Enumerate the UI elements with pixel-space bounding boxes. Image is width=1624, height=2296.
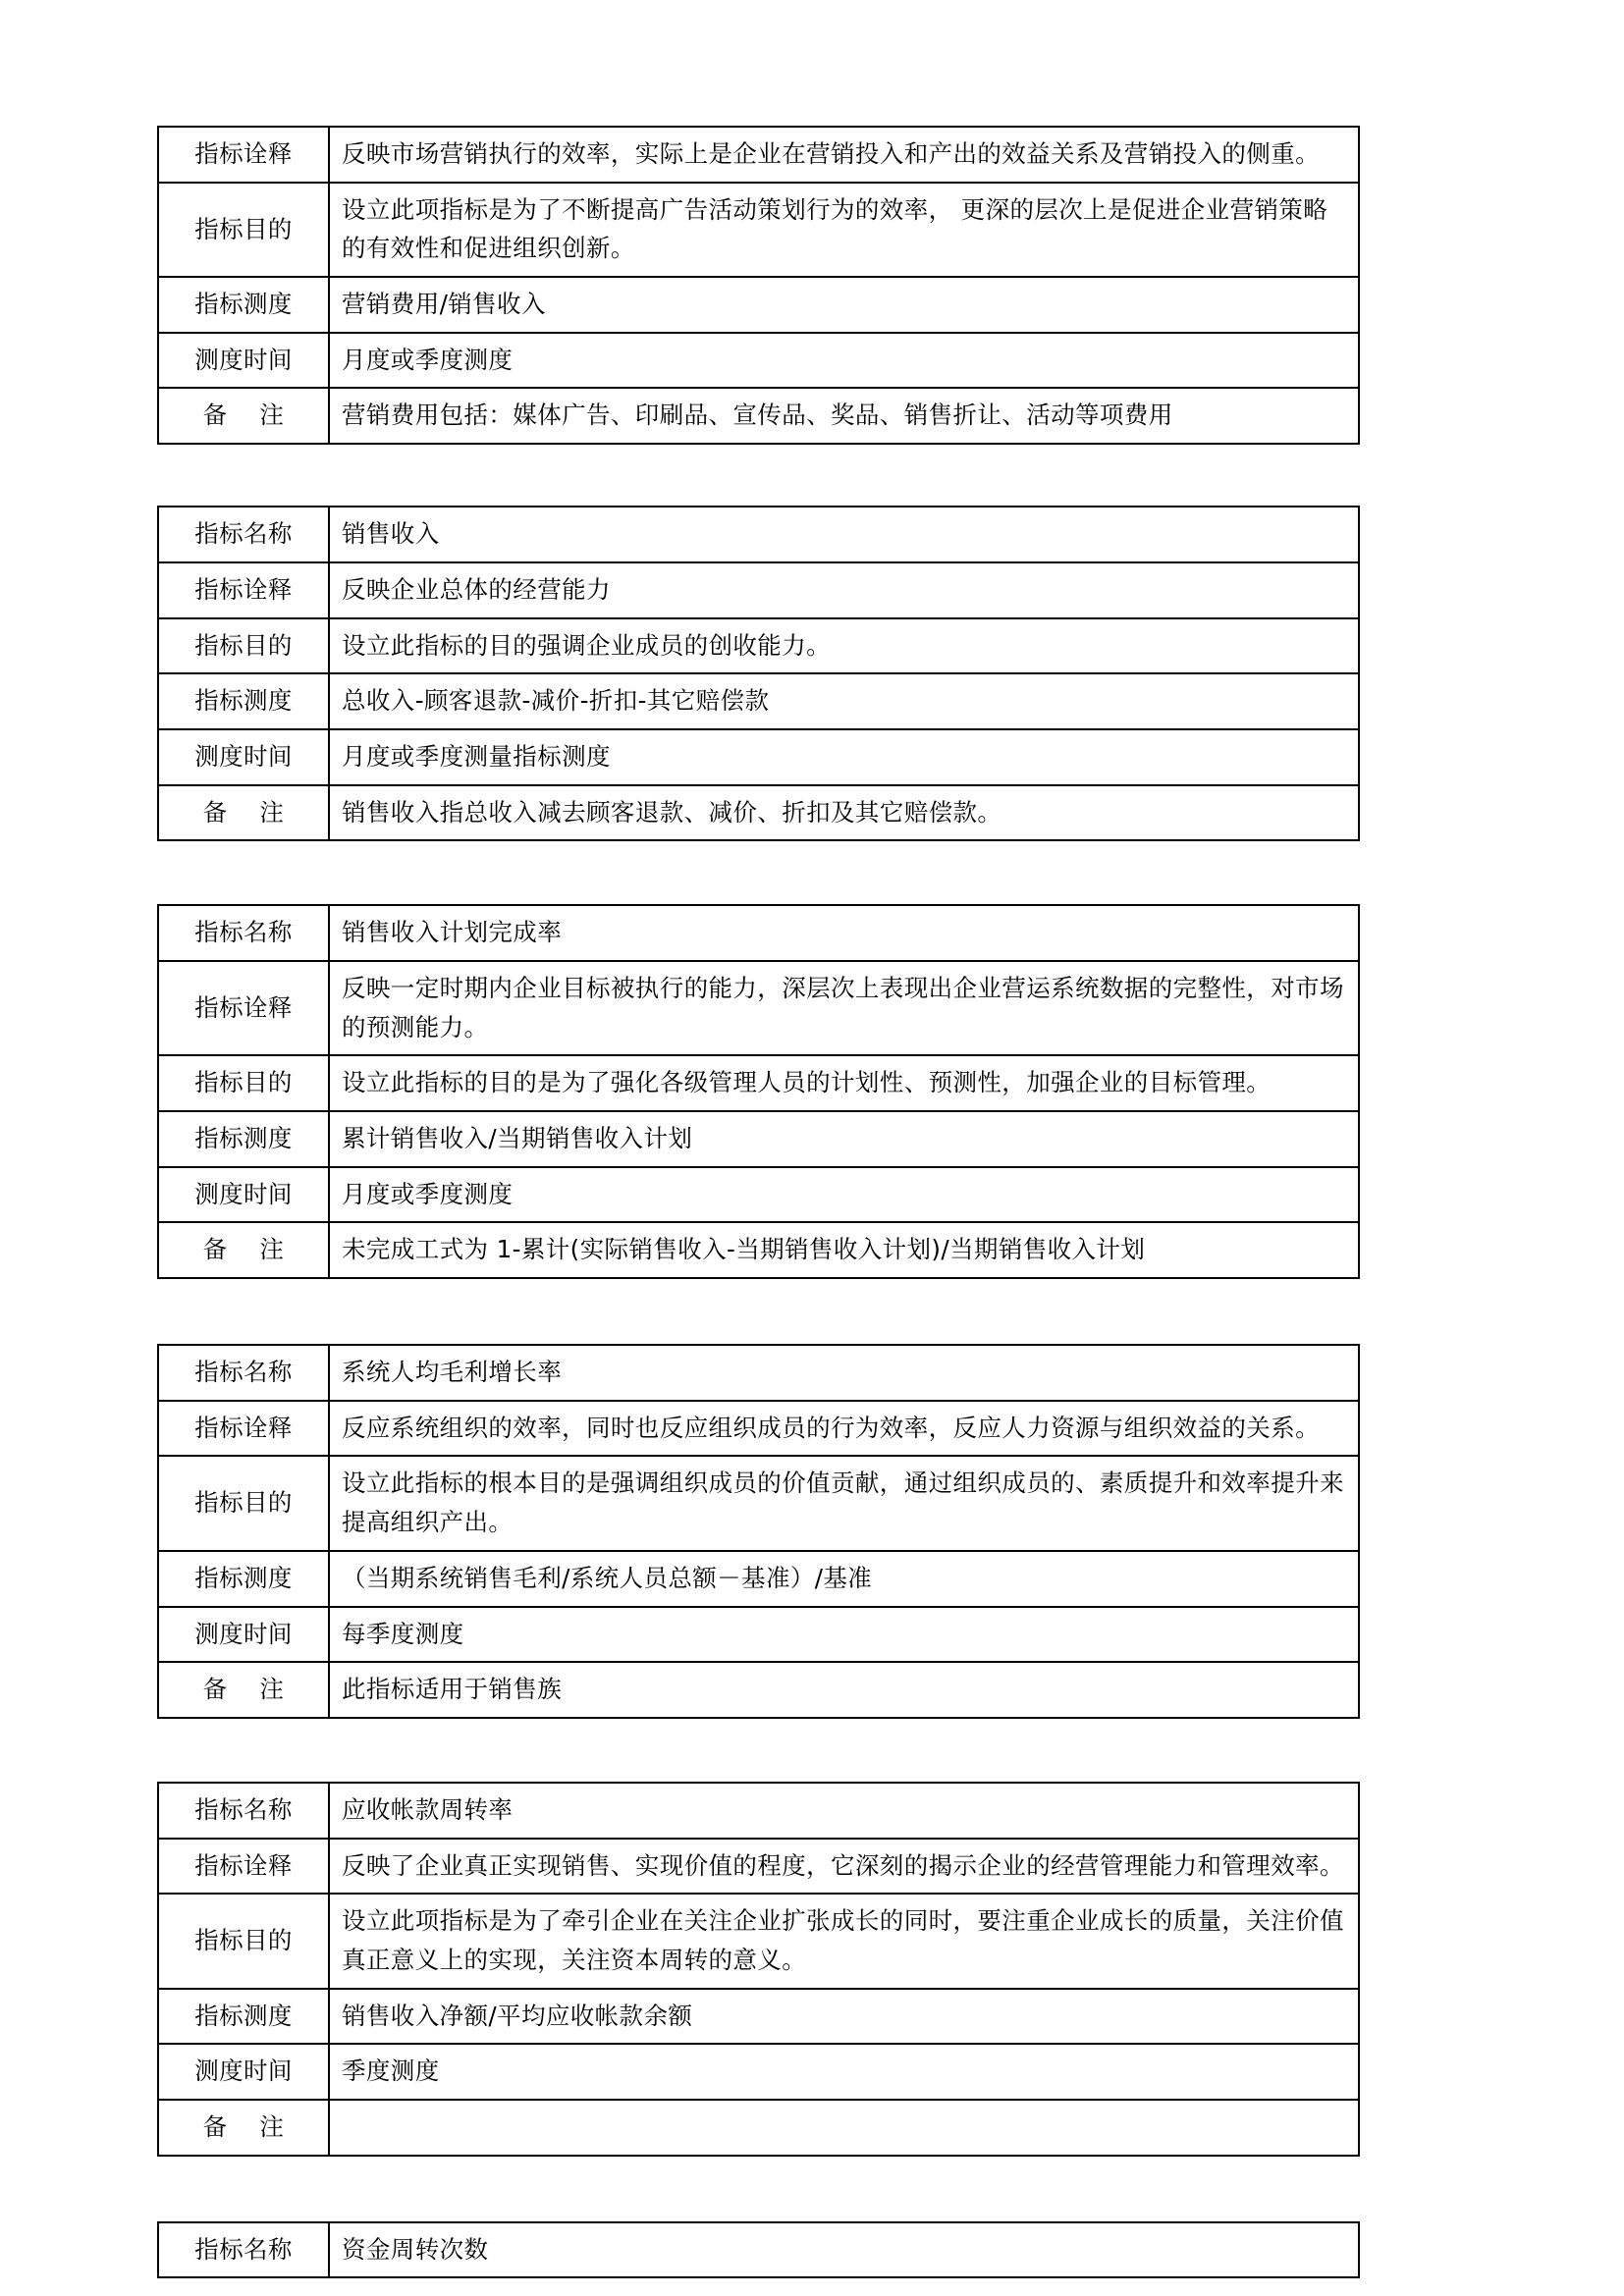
row-label-remark <box>158 785 329 841</box>
row-label-text: 测度时间 <box>194 1619 293 1648</box>
row-label-purpose <box>158 1055 329 1111</box>
row-label-text: 指标目的 <box>194 214 293 243</box>
row-label-name <box>158 1345 329 1401</box>
table-row <box>158 1222 1359 1278</box>
indicator-table-capital-turnover-times <box>157 2221 1360 2279</box>
row-label-text: 测度时间 <box>194 1179 293 1208</box>
row-value-text: 设立此项指标是为了不断提高广告活动策划行为的效率， 更深的层次上是促进企业营销策略的有效性和促进组织创新。 <box>342 194 1328 263</box>
row-value-remark <box>329 1662 1359 1718</box>
row-value-name <box>329 1345 1359 1401</box>
row-label-text: 指标目的 <box>194 1926 293 1955</box>
row-label-text: 备 注 <box>202 1235 285 1264</box>
row-value-text: 系统人均毛利增长率 <box>342 1358 563 1387</box>
row-value-interpretation <box>329 127 1359 183</box>
row-label-remark <box>158 1662 329 1718</box>
table-row <box>158 1456 1359 1550</box>
row-value-measure <box>329 1989 1359 2045</box>
row-value-text: 月度或季度测量指标测度 <box>342 741 611 771</box>
table-row <box>158 618 1359 674</box>
row-value-text: 设立此指标的目的是为了强化各级管理人员的计划性、预测性，加强企业的目标管理。 <box>342 1068 1272 1097</box>
row-value-remark <box>329 2100 1359 2156</box>
table-row <box>158 1662 1359 1718</box>
row-label-purpose <box>158 183 329 277</box>
row-value-measure <box>329 277 1359 333</box>
indicator-table-accounts-receivable-turnover-rate <box>157 1782 1360 2157</box>
row-label-text: 测度时间 <box>194 2056 293 2086</box>
table-row <box>158 1345 1359 1401</box>
row-value-interpretation <box>329 1401 1359 1457</box>
row-label-text: 备 注 <box>202 797 285 827</box>
row-value-time <box>329 2044 1359 2100</box>
row-value-text: 设立此指标的目的强调企业成员的创收能力。 <box>342 630 831 660</box>
row-label-name <box>158 2222 329 2278</box>
indicator-table <box>157 904 1477 1279</box>
row-label-text: 备 注 <box>202 2112 285 2141</box>
table-row <box>158 2222 1359 2278</box>
row-value-remark <box>329 1222 1359 1278</box>
table-row <box>158 1783 1359 1839</box>
row-value-text: 此指标适用于销售族 <box>342 1675 563 1704</box>
row-value-name <box>329 1783 1359 1839</box>
row-label-interpretation <box>158 1839 329 1895</box>
row-label-text: 指标目的 <box>194 630 293 660</box>
indicator-table <box>157 1344 1477 1719</box>
row-value-remark <box>329 785 1359 841</box>
table-row <box>158 507 1359 562</box>
table-spacer <box>157 2157 1477 2221</box>
table-row <box>158 333 1359 389</box>
row-label-remark <box>158 2100 329 2156</box>
table-row <box>158 1551 1359 1607</box>
row-label-time <box>158 729 329 785</box>
row-label-text: 指标测度 <box>194 290 293 319</box>
row-label-text: 指标目的 <box>194 1068 293 1097</box>
row-value-name <box>329 507 1359 562</box>
row-label-text: 指标诠释 <box>194 1850 293 1880</box>
row-value-text: 销售收入指总收入减去顾客退款、减价、折扣及其它赔偿款。 <box>342 797 1002 827</box>
row-value-interpretation <box>329 562 1359 618</box>
row-label-text: 指标测度 <box>194 1124 293 1152</box>
row-label-measure <box>158 1551 329 1607</box>
row-value-name <box>329 905 1359 961</box>
row-value-text: 设立此指标的根本目的是强调组织成员的价值贡献，通过组织成员的、素质提升和效率提升来提高组织产出。 <box>342 1468 1344 1537</box>
row-value-time <box>329 1167 1359 1223</box>
row-label-interpretation <box>158 562 329 618</box>
row-value-text: 月度或季度测度 <box>342 345 514 374</box>
row-value-purpose <box>329 1055 1359 1111</box>
row-value-text: 营销费用包括：媒体广告、印刷品、宣传品、奖品、销售折让、活动等项费用 <box>342 400 1173 430</box>
row-label-text: 指标名称 <box>194 519 293 549</box>
row-label-text: 指标诠释 <box>194 992 293 1022</box>
row-value-text: 月度或季度测度 <box>342 1179 514 1208</box>
indicator-tables-container <box>157 126 1477 2278</box>
row-value-interpretation <box>329 961 1359 1055</box>
row-value-text: 销售收入净额/平均应收帐款余额 <box>342 2001 693 2030</box>
row-value-text: 每季度测度 <box>342 1619 464 1648</box>
row-value-text: 应收帐款周转率 <box>342 1794 514 1824</box>
row-value-text: 反映一定时期内企业目标被执行的能力，深层次上表现出企业营运系统数据的完整性，对市场的预测能力。 <box>342 973 1344 1041</box>
row-label-text: 指标测度 <box>194 686 293 716</box>
table-row <box>158 1839 1359 1895</box>
row-value-purpose <box>329 1456 1359 1550</box>
indicator-table-marketing-expense-ratio <box>157 126 1360 445</box>
table-row <box>158 1401 1359 1457</box>
row-label-text: 指标诠释 <box>194 139 293 168</box>
row-label-purpose <box>158 618 329 674</box>
table-row <box>158 277 1359 333</box>
row-value-text: （当期系统销售毛利/系统人员总额－基准）/基准 <box>342 1563 873 1592</box>
row-label-measure <box>158 1111 329 1167</box>
table-row <box>158 183 1359 277</box>
row-label-measure <box>158 673 329 729</box>
table-row <box>158 1894 1359 1988</box>
row-label-text: 指标名称 <box>194 918 293 947</box>
row-label-time <box>158 1167 329 1223</box>
table-row <box>158 388 1359 444</box>
indicator-table <box>157 126 1477 445</box>
row-value-measure <box>329 1111 1359 1167</box>
row-label-name <box>158 507 329 562</box>
row-value-text: 资金周转次数 <box>342 2234 489 2264</box>
row-label-remark <box>158 1222 329 1278</box>
table-row <box>158 1111 1359 1167</box>
row-value-text: 设立此项指标是为了牵引企业在关注企业扩张成长的同时，要注重企业成长的质量，关注价值真正意义上的实现，关注资本周转的意义。 <box>342 1906 1344 1974</box>
row-label-text: 指标名称 <box>194 2234 293 2264</box>
row-label-measure <box>158 1989 329 2045</box>
row-label-text: 备 注 <box>202 1675 285 1704</box>
row-label-text: 指标诠释 <box>194 574 293 604</box>
table-row <box>158 1055 1359 1111</box>
row-label-time <box>158 333 329 389</box>
row-label-name <box>158 1783 329 1839</box>
table-row <box>158 961 1359 1055</box>
table-row <box>158 785 1359 841</box>
row-label-text: 测度时间 <box>194 741 293 771</box>
row-value-purpose <box>329 618 1359 674</box>
row-value-text: 销售收入 <box>342 519 440 549</box>
table-row <box>158 905 1359 961</box>
row-value-text: 总收入-顾客退款-减价-折扣-其它赔偿款 <box>342 686 770 716</box>
table-row <box>158 673 1359 729</box>
table-spacer <box>157 1719 1477 1782</box>
row-value-time <box>329 1607 1359 1663</box>
row-label-name <box>158 905 329 961</box>
indicator-table <box>157 506 1477 841</box>
table-row <box>158 729 1359 785</box>
row-label-text: 指标测度 <box>194 1563 293 1592</box>
table-row <box>158 1167 1359 1223</box>
table-row <box>158 1607 1359 1663</box>
row-label-text: 指标测度 <box>194 2001 293 2030</box>
row-label-text: 指标目的 <box>194 1488 293 1518</box>
row-label-text: 备 注 <box>202 400 285 430</box>
row-value-text: 反映企业总体的经营能力 <box>342 574 611 604</box>
row-value-text: 销售收入计划完成率 <box>342 918 563 947</box>
indicator-table <box>157 1782 1477 2157</box>
row-value-purpose <box>329 183 1359 277</box>
table-spacer <box>157 1279 1477 1344</box>
table-row <box>158 1989 1359 2045</box>
row-label-text: 测度时间 <box>194 345 293 374</box>
row-label-interpretation <box>158 127 329 183</box>
row-value-time <box>329 729 1359 785</box>
row-label-purpose <box>158 1456 329 1550</box>
row-value-text: 累计销售收入/当期销售收入计划 <box>342 1124 693 1152</box>
row-value-purpose <box>329 1894 1359 1988</box>
row-value-text: 未完成工式为 1-累计(实际销售收入-当期销售收入计划)/当期销售收入计划 <box>342 1235 1146 1264</box>
row-label-interpretation <box>158 961 329 1055</box>
table-row <box>158 2044 1359 2100</box>
row-label-text: 指标诠释 <box>194 1413 293 1442</box>
table-row <box>158 562 1359 618</box>
row-label-remark <box>158 388 329 444</box>
row-value-measure <box>329 1551 1359 1607</box>
row-label-time <box>158 1607 329 1663</box>
row-label-measure <box>158 277 329 333</box>
table-spacer <box>157 445 1477 506</box>
row-label-text: 指标名称 <box>194 1358 293 1387</box>
indicator-table-sales-revenue <box>157 506 1360 841</box>
table-row <box>158 127 1359 183</box>
row-value-text: 季度测度 <box>342 2056 440 2086</box>
row-value-time <box>329 333 1359 389</box>
row-value-interpretation <box>329 1839 1359 1895</box>
row-value-text: 营销费用/销售收入 <box>342 290 546 319</box>
row-label-text: 指标名称 <box>194 1794 293 1824</box>
row-value-measure <box>329 673 1359 729</box>
indicator-table <box>157 2221 1477 2279</box>
indicator-table-system-per-capita-gross-profit-growth-rate <box>157 1344 1360 1719</box>
row-value-text: 反应系统组织的效率，同时也反应组织成员的行为效率，反应人力资源与组织效益的关系。 <box>342 1413 1320 1442</box>
row-label-time <box>158 2044 329 2100</box>
row-value-text: 反映了企业真正实现销售、实现价值的程度，它深刻的揭示企业的经营管理能力和管理效率。 <box>342 1850 1344 1880</box>
table-row <box>158 2100 1359 2156</box>
row-value-text: 反映市场营销执行的效率，实际上是企业在营销投入和产出的效益关系及营销投入的侧重。 <box>342 139 1320 168</box>
row-value-remark <box>329 388 1359 444</box>
row-label-interpretation <box>158 1401 329 1457</box>
indicator-table-sales-revenue-plan-completion-rate <box>157 904 1360 1279</box>
row-label-purpose <box>158 1894 329 1988</box>
row-value-name <box>329 2222 1359 2278</box>
table-spacer <box>157 841 1477 904</box>
